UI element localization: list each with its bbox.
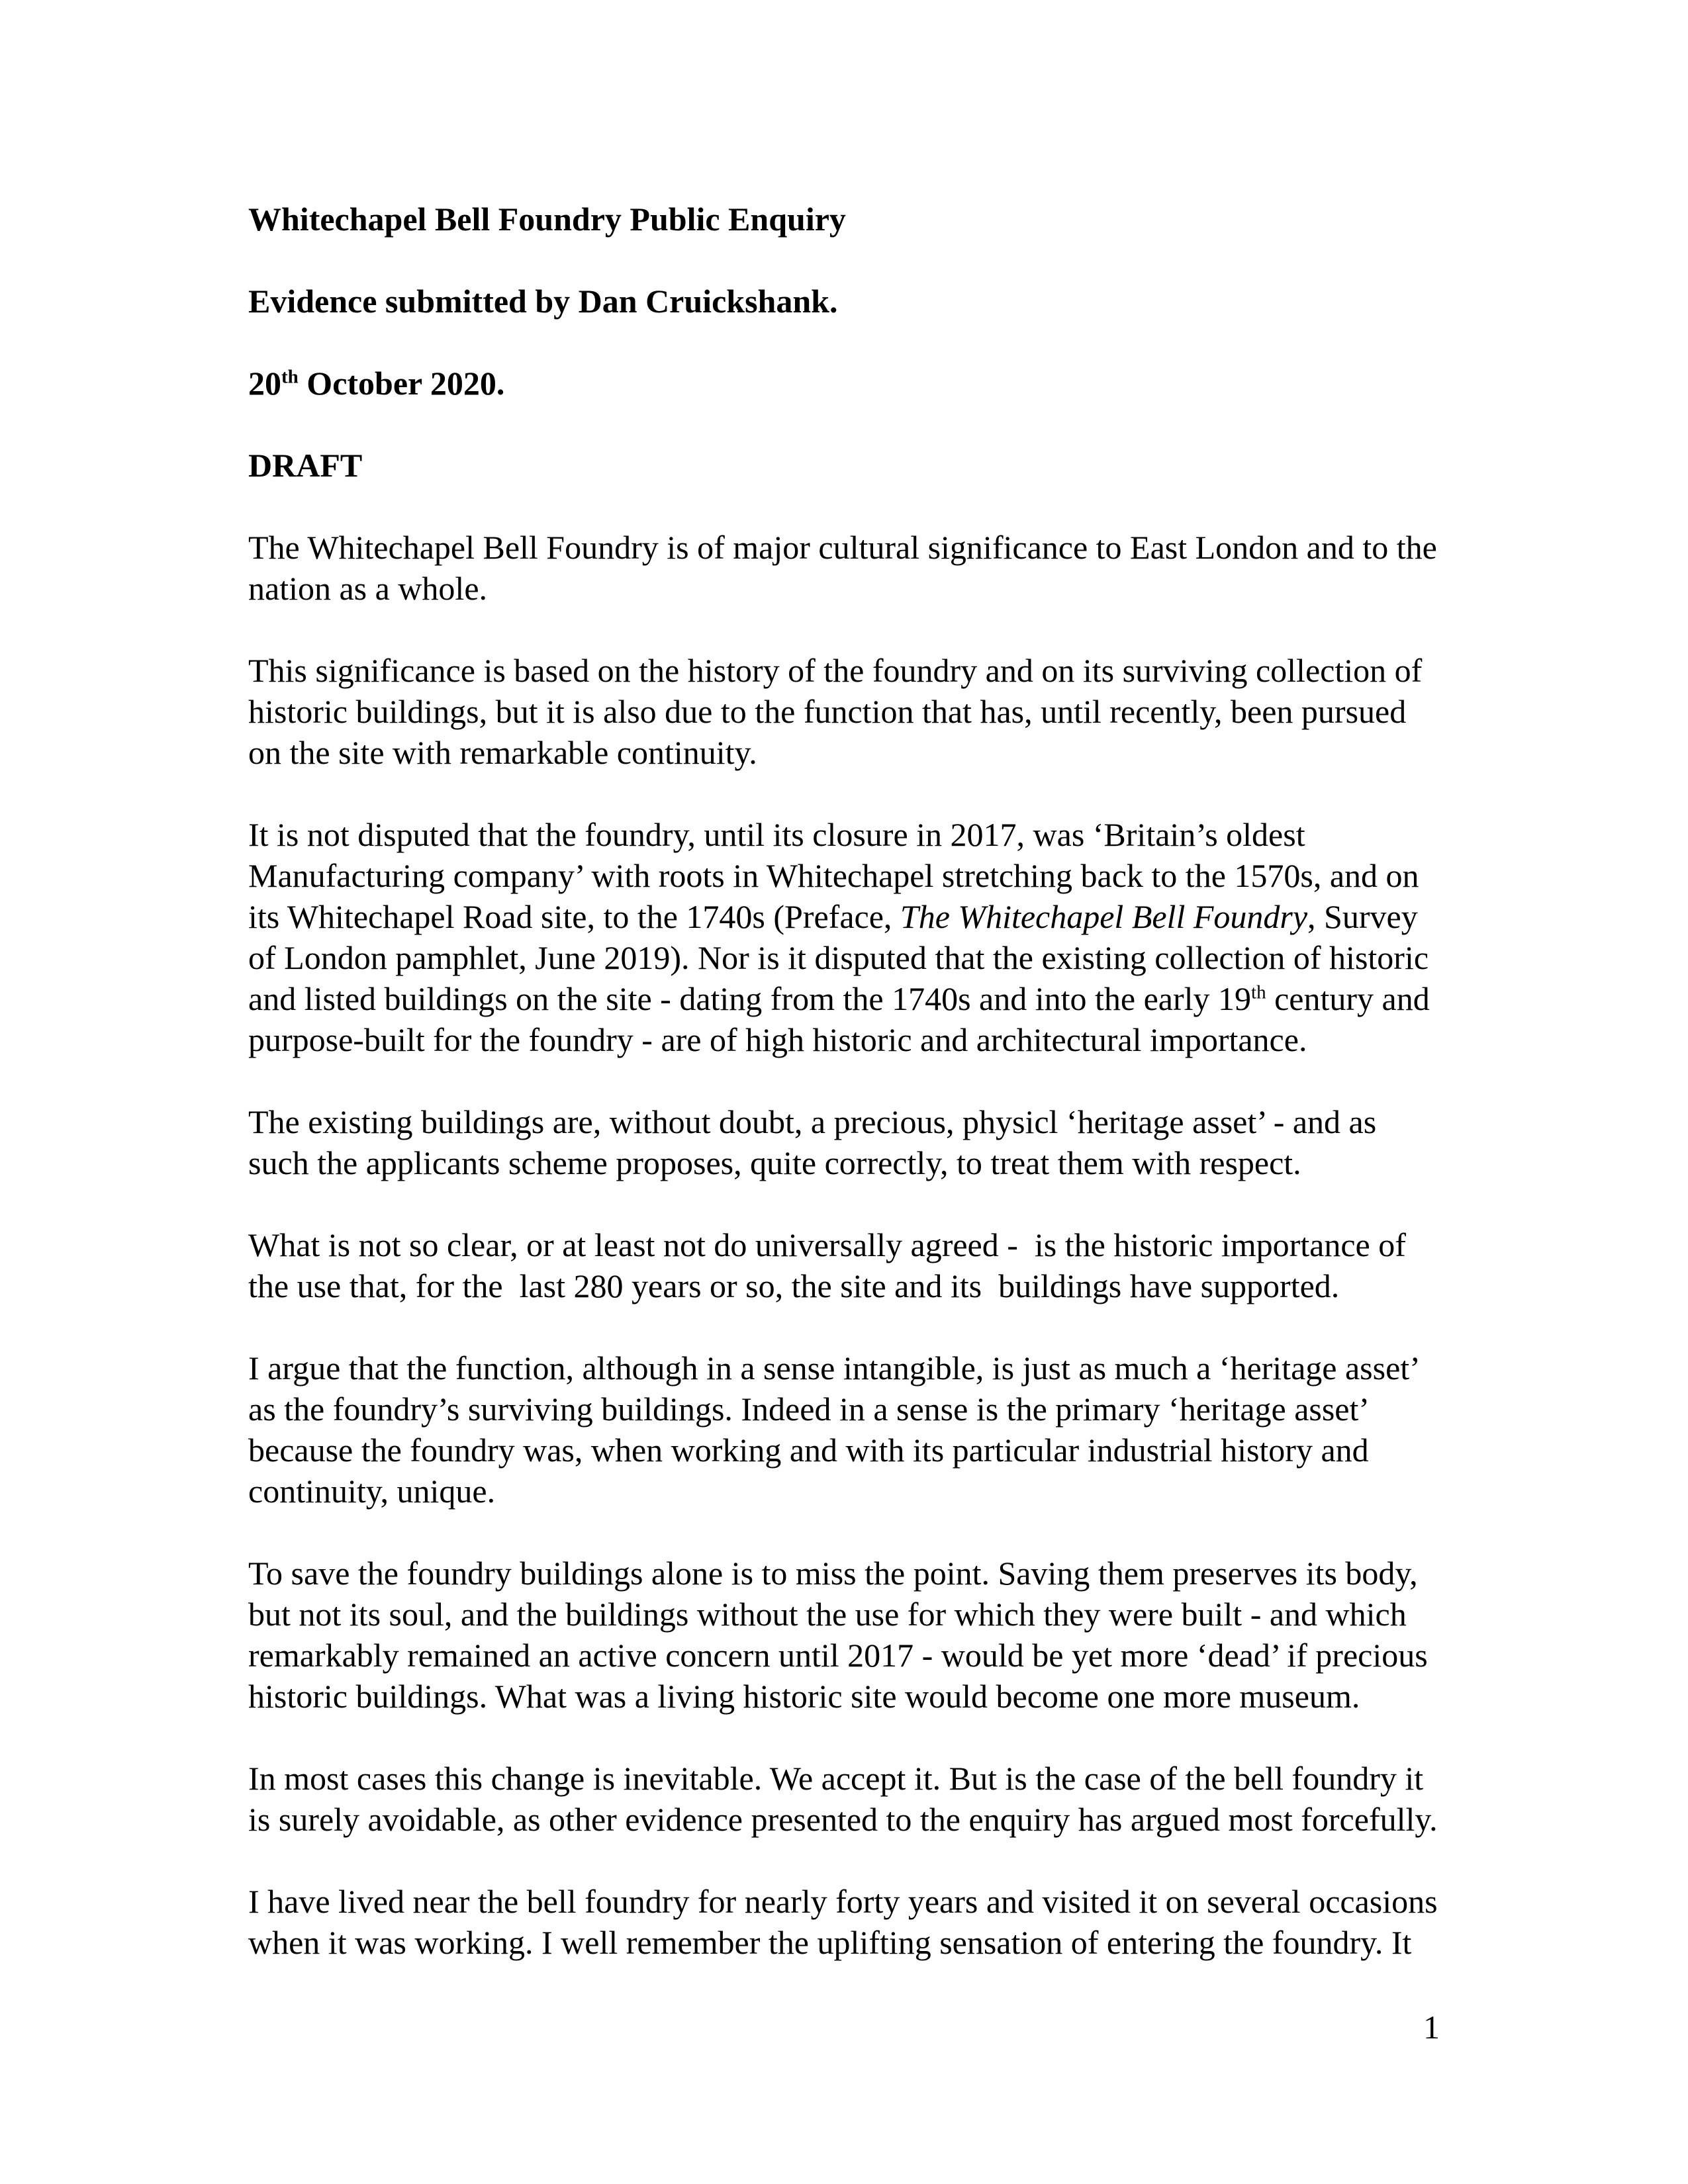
paragraph-body-and-soul: To save the foundry buildings alone is to miss the point. Saving them preserves its body, but not its soul, and the buildings without the use for which they were built - and which remarkably remained an active concern until 2017 - would be yet more ‘dead’ if precious historic buildings. What was a living historic site would become one more museum. bbox=[248, 1555, 1436, 1715]
date-line: 20th October 2020. bbox=[248, 365, 505, 402]
paragraph-what-is-not-clear: What is not so clear, or at least not do universally agreed - is the historic importance of the use that, for the last 280 years or so, the site and its buildings have supported. bbox=[248, 1226, 1415, 1304]
paragraph-function-argument: I argue that the function, although in a sense intangible, is just as much a ‘heritage asset’ as the foundry’s surviving buildings. Indeed in a sense is the primary ‘heritage asset’ because the foundry was, when working and with its particular industrial history and continuity, unique. bbox=[248, 1349, 1427, 1510]
page-footer bbox=[248, 2007, 1440, 2048]
document-title: Whitechapel Bell Foundry Public Enquiry bbox=[248, 201, 846, 238]
paragraph-existing-buildings: The existing buildings are, without doubt, a precious, physicl ‘heritage asset’ - and as such the applicants scheme proposes, quite correctly, to treat them with respect. bbox=[248, 1103, 1385, 1181]
paragraph-significance: The Whitechapel Bell Foundry is of major cultural significance to East London and to the nation as a whole. bbox=[248, 529, 1446, 607]
paragraph-history: It is not disputed that the foundry, until its closure in 2017, was ‘Britain’s oldest Manufacturing company’ with roots in Whitechapel stretching back to the 1570s, and on its Whitechapel Road site, to the 1740s (Preface, The Whitechapel Bell Foundry, Survey of London pamphlet, June 2019). Nor is it disputed that the existing collection of historic and listed buildings on the site - dating from the 1740s and into the early 19th century and purpose-built for the foundry - are of high historic and architectural importance. bbox=[248, 816, 1438, 1058]
author-line: Evidence submitted by Dan Cruickshank. bbox=[248, 283, 838, 320]
paragraph-basis: This significance is based on the history of the foundry and on its surviving collection of historic buildings, but it is also due to the function that has, until recently, been pursued on the site with remarkable continuity. bbox=[248, 652, 1430, 771]
document-content bbox=[248, 199, 1446, 2004]
draft-label: DRAFT bbox=[248, 447, 363, 484]
paragraph-inevitable-change: In most cases this change is inevitable. We accept it. But is the case of the bell foundry it is surely avoidable, as other evidence presented to the enquiry has argued most forcefully. bbox=[248, 1760, 1438, 1838]
page-number: 1 bbox=[1423, 2009, 1440, 2046]
paragraph-personal-experience: I have lived near the bell foundry for nearly forty years and visited it on several occasions when it was working. I well remember the uplifting sensation of entering the foundry. It bbox=[248, 1883, 1446, 1961]
